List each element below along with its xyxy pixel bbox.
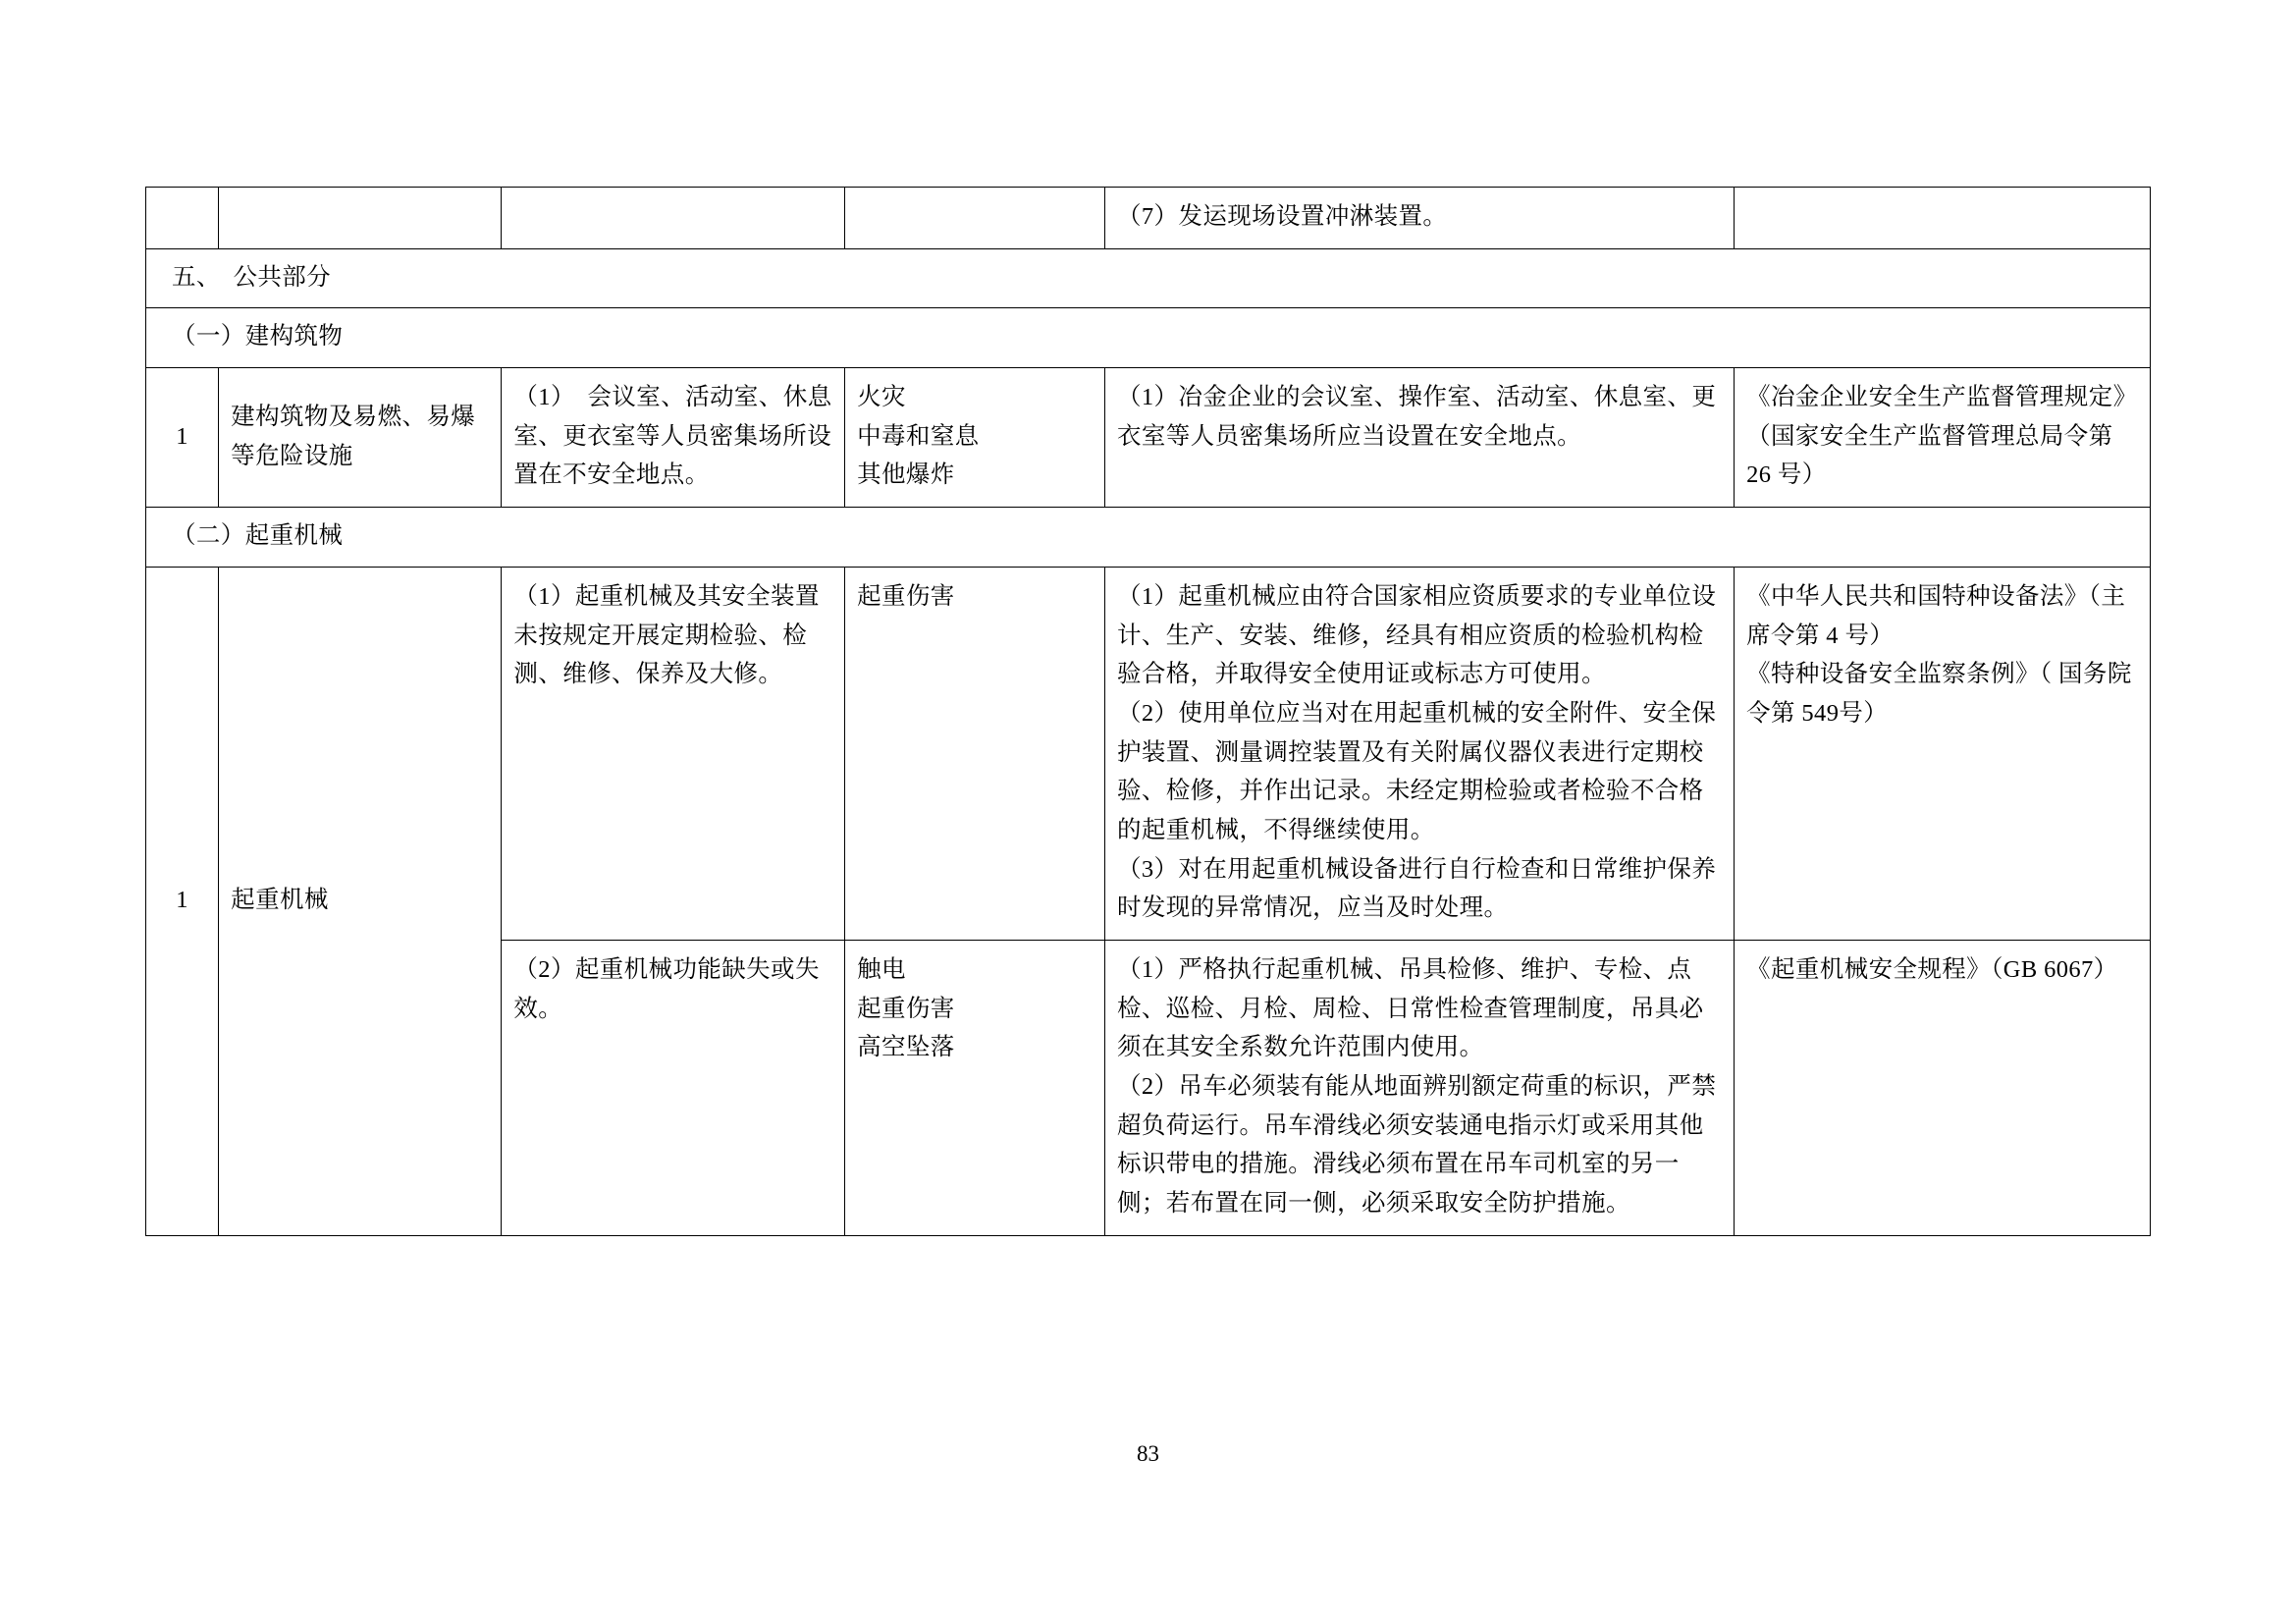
cell-accident (845, 368, 1105, 508)
subsection-heading-buildings: （一）建构筑物 (146, 308, 2151, 368)
cell-measure: （7）发运现场设置冲淋装置。 (1104, 188, 1734, 249)
measure-paragraph: （2）使用单位应当对在用起重机械的安全附件、安全保护装置、测量调控装置及有关附属仪器仪表进行定期校验、检修，并作出记录。未经定期检验或者检验不合格的起重机械，不得继续使用。 (1116, 699, 1717, 843)
subsection-heading-cranes: （二）起重机械 (146, 508, 2151, 568)
cell-accident (845, 941, 1105, 1236)
accident-item: 起重伤害 (857, 582, 955, 610)
basis-paragraph: 《特种设备安全监察条例》（ 国务院令第 549号） (1746, 661, 2132, 727)
cell-risk: （1） 会议室、活动室、休息室、更衣室等人员密集场所设置在不安全地点。 (502, 368, 845, 508)
table-section-heading-row (146, 248, 2151, 308)
cell-accident (845, 567, 1105, 940)
table-row (146, 368, 2151, 508)
table-row (146, 567, 2151, 940)
accident-item: 触电 (857, 956, 906, 983)
page-number: 83 (1137, 1441, 1159, 1466)
measure-paragraph: （2）吊车必须装有能从地面辨别额定荷重的标识，严禁超负荷运行。吊车滑线必须安装通电指示灯或采用其他标识带电的措施。滑线必须布置在吊车司机室的另一侧；若布置在同一侧，必须采取安全防护措施。 (1116, 1073, 1717, 1218)
cell-measure (1104, 941, 1734, 1236)
cell-number: 1 (146, 368, 219, 508)
cell-basis (1735, 188, 2151, 249)
cell-number: 1 (146, 567, 219, 1235)
basis-paragraph: 《中华人民共和国特种设备法》（主席令第 4 号） (1746, 582, 2126, 649)
accident-item: 高空坠落 (857, 1034, 955, 1061)
cell-measure (1104, 567, 1734, 940)
cell-accident (845, 188, 1105, 249)
cell-measure: （1）冶金企业的会议室、操作室、活动室、休息室、更衣室等人员密集场所应当设置在安全地点。 (1104, 368, 1734, 508)
accident-item: 其他爆炸 (857, 461, 955, 489)
accident-item: 起重伤害 (857, 995, 955, 1022)
measure-paragraph: （3）对在用起重机械设备进行自行检查和日常维护保养时发现的异常情况，应当及时处理。 (1116, 855, 1717, 922)
measure-paragraph: （1）起重机械应由符合国家相应资质要求的专业单位设计、生产、安装、维修，经具有相应资质的检验机构检验合格，并取得安全使用证或标志方可使用。 (1116, 582, 1717, 688)
table-row (146, 188, 2151, 249)
cell-risk: （2）起重机械功能缺失或失效。 (502, 941, 845, 1236)
accident-item: 中毒和窒息 (857, 422, 980, 450)
cell-basis (1735, 941, 2151, 1236)
cell-name: 建构筑物及易燃、易爆等危险设施 (219, 368, 502, 508)
cell-number (146, 188, 219, 249)
section-heading-five: 五、 公共部分 (146, 248, 2151, 308)
cell-risk (502, 188, 845, 249)
cell-basis (1735, 567, 2151, 940)
table-subsection-row (146, 308, 2151, 368)
accident-item: 火灾 (857, 384, 906, 411)
table-subsection-row (146, 508, 2151, 568)
cell-risk: （1）起重机械及其安全装置未按规定开展定期检验、检测、维修、保养及大修。 (502, 567, 845, 940)
cell-name (219, 188, 502, 249)
risk-control-table (145, 187, 2151, 1236)
cell-name: 起重机械 (219, 567, 502, 1235)
measure-paragraph: （1）严格执行起重机械、吊具检修、维护、专检、点检、巡检、月检、周检、日常性检查管理制度，吊具必须在其安全系数允许范围内使用。 (1116, 956, 1704, 1061)
basis-paragraph: 《起重机械安全规程》（GB 6067） (1746, 956, 2118, 983)
cell-basis: 《冶金企业安全生产监督管理规定》（国家安全生产监督管理总局令第 26 号） (1735, 368, 2151, 508)
